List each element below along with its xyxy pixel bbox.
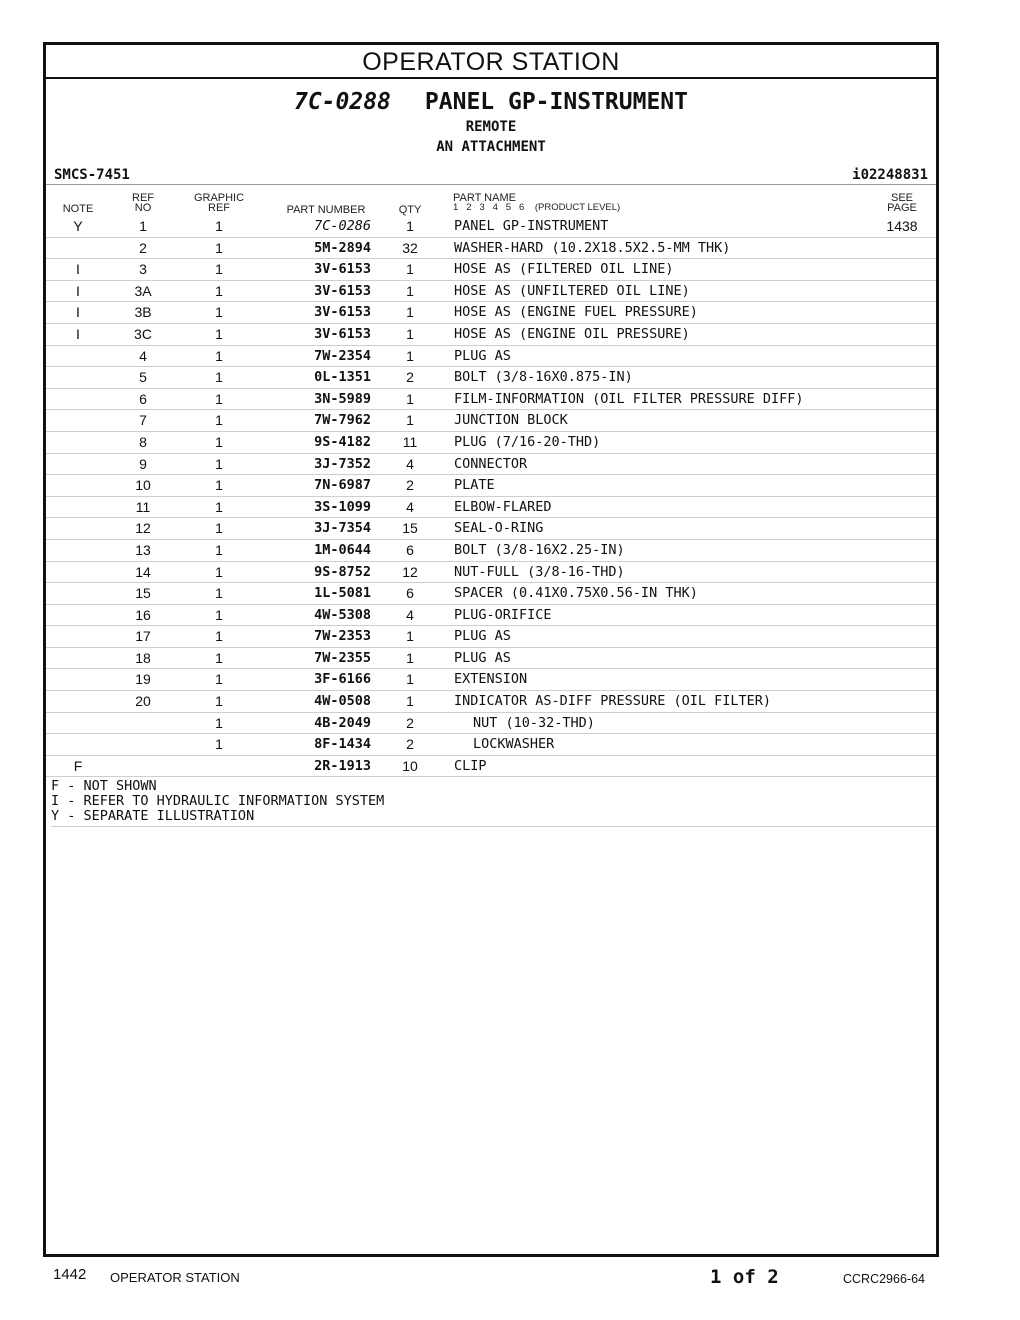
col-level-numbers: 1 2 3 4 5 6 [453, 202, 525, 213]
heading-part-title: PANEL GP-INSTRUMENT [424, 89, 689, 115]
part-number-cell: 9S-4182 [314, 433, 371, 450]
note-cell: I [76, 282, 80, 299]
table-row [46, 367, 936, 389]
qty-cell: 1 [406, 347, 414, 364]
footer-doc-code: CCRC2966-64 [843, 1272, 925, 1286]
qty-cell: 32 [402, 239, 418, 256]
part-number-cell: 8F-1434 [314, 736, 371, 753]
part-name-cell: HOSE AS (FILTERED OIL LINE) [454, 261, 674, 278]
part-name-cell: WASHER-HARD (10.2X18.5X2.5-MM THK) [454, 239, 731, 256]
graphic-ref-cell: 1 [215, 304, 223, 321]
part-number-cell: 7C-0286 [314, 218, 371, 234]
ref-no-cell: 19 [135, 671, 151, 688]
part-name-cell: NUT-FULL (3/8-16-THD) [454, 563, 625, 580]
col-graphic-top: GRAPHIC [193, 192, 245, 204]
table-row [46, 324, 936, 346]
part-number-cell: 7W-2353 [314, 628, 371, 645]
graphic-ref-cell: 1 [215, 541, 223, 558]
qty-cell: 6 [406, 585, 414, 602]
col-ref [122, 193, 164, 213]
part-number-cell: 3J-7354 [314, 520, 371, 537]
legend-line: I - REFER TO HYDRAULIC INFORMATION SYSTEM [51, 793, 385, 809]
part-number-cell: 4W-0508 [314, 693, 371, 710]
qty-cell: 1 [406, 628, 414, 645]
ref-no-cell: 11 [135, 498, 151, 515]
qty-cell: 4 [406, 455, 414, 472]
table-row [46, 669, 936, 691]
footer-sheet: 1 of 2 [710, 1266, 779, 1288]
part-name-cell: EXTENSION [454, 671, 528, 688]
part-number-cell: 7W-2355 [314, 649, 371, 666]
col-note: NOTE [62, 203, 94, 215]
part-name-cell: SPACER (0.41X0.75X0.56-IN THK) [454, 585, 698, 602]
part-name-cell: HOSE AS (UNFILTERED OIL LINE) [454, 282, 690, 299]
ref-no-cell: 10 [135, 477, 151, 494]
part-name-cell: NUT (10-32-THD) [473, 714, 595, 731]
ref-no-cell: 12 [135, 520, 151, 537]
table-row [46, 518, 936, 540]
part-name-cell: PLUG-ORIFICE [454, 606, 552, 623]
graphic-ref-cell: 1 [215, 649, 223, 666]
qty-cell: 4 [406, 606, 414, 623]
qty-cell: 10 [402, 757, 418, 774]
part-number-cell: 3F-6166 [314, 671, 371, 688]
ref-no-cell: 9 [139, 455, 147, 472]
table-row [46, 648, 936, 670]
part-number-cell: 1M-0644 [314, 541, 371, 558]
col-ref-bottom: NO [134, 202, 152, 214]
note-cell: I [76, 325, 80, 342]
note-cell: I [76, 261, 80, 278]
part-name-cell: HOSE AS (ENGINE OIL PRESSURE) [454, 325, 690, 342]
ref-no-cell: 15 [135, 585, 151, 602]
col-see-page [868, 193, 936, 213]
graphic-ref-cell: 1 [215, 606, 223, 623]
table-row [46, 756, 936, 778]
qty-cell: 4 [406, 498, 414, 515]
qty-cell: 1 [406, 282, 414, 299]
part-number-cell: 4W-5308 [314, 606, 371, 623]
part-number-cell: 0L-1351 [314, 369, 371, 386]
parts-table [46, 216, 936, 777]
part-number-cell: 3V-6153 [314, 304, 371, 321]
table-row [46, 454, 936, 476]
part-number-cell: 3V-6153 [314, 282, 371, 299]
graphic-ref-cell: 1 [215, 693, 223, 710]
ref-no-cell: 3A [134, 282, 152, 299]
part-name-cell: PANEL GP-INSTRUMENT [454, 218, 609, 234]
graphic-ref-cell: 1 [215, 218, 223, 234]
heading-part-number: 7C-0288 [293, 89, 391, 115]
qty-cell: 1 [406, 390, 414, 407]
col-part-name-label: PART NAME [453, 192, 516, 204]
col-part-number: PART NUMBER [286, 204, 366, 216]
part-number-cell: 3V-6153 [314, 325, 371, 342]
ref-no-cell: 1 [139, 218, 147, 234]
ref-no-cell: 14 [135, 563, 151, 580]
qty-cell: 1 [406, 649, 414, 666]
ref-no-cell: 7 [139, 412, 147, 429]
graphic-ref-cell: 1 [215, 390, 223, 407]
graphic-ref-cell: 1 [215, 369, 223, 386]
graphic-ref-cell: 1 [215, 325, 223, 342]
section-title: OPERATOR STATION [46, 45, 936, 79]
ref-no-cell: 8 [139, 433, 147, 450]
part-number-cell: 4B-2049 [314, 714, 371, 731]
part-name-cell: SEAL-O-RING [454, 520, 544, 537]
table-row [46, 562, 936, 584]
graphic-ref-cell: 1 [215, 671, 223, 688]
col-see-bottom: PAGE [887, 202, 917, 214]
table-header [46, 184, 936, 216]
col-product-level-label: (PRODUCT LEVEL) [534, 202, 621, 213]
graphic-ref-cell: 1 [215, 412, 223, 429]
qty-cell: 1 [406, 412, 414, 429]
ref-no-cell: 3B [134, 304, 152, 321]
ref-no-cell: 6 [139, 390, 147, 407]
qty-cell: 2 [406, 736, 414, 753]
part-name-cell: PLUG (7/16-20-THD) [454, 433, 601, 450]
graphic-ref-cell: 1 [215, 455, 223, 472]
graphic-ref-cell: 1 [215, 736, 223, 753]
ref-no-cell: 5 [139, 369, 147, 386]
part-heading [46, 89, 936, 115]
table-row [46, 238, 936, 260]
graphic-ref-cell: 1 [215, 585, 223, 602]
ref-no-cell: 4 [139, 347, 147, 364]
col-part-name [453, 193, 620, 213]
qty-cell: 1 [406, 671, 414, 688]
table-row [46, 281, 936, 303]
table-row [46, 691, 936, 713]
col-product-levels [453, 203, 620, 213]
table-row [46, 302, 936, 324]
part-name-cell: JUNCTION BLOCK [454, 412, 568, 429]
qty-cell: 1 [406, 261, 414, 278]
table-row [46, 713, 936, 735]
part-number-cell: 7W-2354 [314, 347, 371, 364]
legend-line: F - NOT SHOWN [51, 778, 157, 794]
see-page-cell: 1438 [886, 218, 918, 234]
heading-subtitle-2: AN ATTACHMENT [436, 139, 546, 155]
graphic-ref-cell: 1 [215, 282, 223, 299]
col-qty: QTY [398, 204, 422, 216]
part-name-cell: FILM-INFORMATION (OIL FILTER PRESSURE DIFF) [454, 390, 804, 407]
ref-no-cell: 17 [135, 628, 151, 645]
table-row [46, 410, 936, 432]
part-name-cell: INDICATOR AS-DIFF PRESSURE (OIL FILTER) [454, 693, 771, 710]
graphic-ref-cell: 1 [215, 261, 223, 278]
qty-cell: 15 [402, 520, 418, 537]
table-row [46, 389, 936, 411]
ref-no-cell: 3C [134, 325, 152, 342]
qty-cell: 1 [406, 304, 414, 321]
part-number-cell: 9S-8752 [314, 563, 371, 580]
qty-cell: 1 [406, 325, 414, 342]
graphic-ref-cell: 1 [215, 477, 223, 494]
col-ref-top: REF [132, 192, 154, 204]
part-number-cell: 5M-2894 [314, 239, 371, 256]
qty-cell: 2 [406, 714, 414, 731]
table-row [46, 216, 936, 238]
part-name-cell: ELBOW-FLARED [454, 498, 552, 515]
legend-line: Y - SEPARATE ILLUSTRATION [51, 808, 255, 824]
part-number-cell: 3J-7352 [314, 455, 371, 472]
part-number-cell: 7N-6987 [314, 477, 371, 494]
qty-cell: 6 [406, 541, 414, 558]
part-name-cell: BOLT (3/8-16X0.875-IN) [454, 369, 633, 386]
part-name-cell: LOCKWASHER [473, 736, 555, 753]
table-row [46, 540, 936, 562]
part-name-cell: PLUG AS [454, 347, 511, 364]
table-row [46, 605, 936, 627]
page-frame [43, 42, 939, 1257]
ref-no-cell: 20 [135, 693, 151, 710]
table-row [46, 626, 936, 648]
ref-no-cell: 16 [135, 606, 151, 623]
heading-subtitle-1: REMOTE [465, 119, 517, 135]
footer-page-number: 1442 [53, 1266, 87, 1283]
col-graphic-bottom: REF [208, 202, 230, 214]
legend [51, 779, 936, 827]
col-see-top: SEE [890, 192, 913, 204]
part-name-cell: PLUG AS [454, 649, 511, 666]
note-cell: F [73, 757, 83, 774]
qty-cell: 2 [406, 477, 414, 494]
table-row [46, 583, 936, 605]
graphic-ref-cell: 1 [215, 628, 223, 645]
part-number-cell: 3V-6153 [314, 261, 371, 278]
part-name-cell: HOSE AS (ENGINE FUEL PRESSURE) [454, 304, 698, 321]
part-name-cell: PLATE [454, 477, 495, 494]
ref-no-cell: 13 [135, 541, 151, 558]
graphic-ref-cell: 1 [215, 714, 223, 731]
qty-cell: 2 [406, 369, 414, 386]
ref-no-cell: 3 [139, 261, 147, 278]
qty-cell: 1 [406, 218, 414, 234]
table-row [46, 497, 936, 519]
qty-cell: 11 [402, 433, 418, 450]
smcs-code: SMCS-7451 [54, 167, 130, 183]
part-number-cell: 7W-7962 [314, 412, 371, 429]
table-row [46, 346, 936, 368]
col-graphic-ref [186, 193, 252, 213]
ref-no-cell: 18 [135, 649, 151, 666]
qty-cell: 12 [402, 563, 418, 580]
illustration-id: i02248831 [852, 167, 928, 183]
part-name-cell: CONNECTOR [454, 455, 528, 472]
graphic-ref-cell: 1 [215, 433, 223, 450]
graphic-ref-cell: 1 [215, 347, 223, 364]
part-name-cell: CLIP [454, 757, 487, 774]
part-name-cell: PLUG AS [454, 628, 511, 645]
graphic-ref-cell: 1 [215, 498, 223, 515]
part-number-cell: 2R-1913 [314, 757, 371, 774]
table-row [46, 432, 936, 454]
table-row [46, 259, 936, 281]
table-row [46, 475, 936, 497]
qty-cell: 1 [406, 693, 414, 710]
part-number-cell: 3N-5989 [314, 390, 371, 407]
table-row [46, 734, 936, 756]
note-cell: Y [73, 218, 83, 234]
part-name-cell: BOLT (3/8-16X2.25-IN) [454, 541, 625, 558]
graphic-ref-cell: 1 [215, 520, 223, 537]
part-number-cell: 1L-5081 [314, 585, 371, 602]
graphic-ref-cell: 1 [215, 239, 223, 256]
note-cell: I [76, 304, 80, 321]
part-number-cell: 3S-1099 [314, 498, 371, 515]
graphic-ref-cell: 1 [215, 563, 223, 580]
ref-no-cell: 2 [139, 239, 147, 256]
footer-section: OPERATOR STATION [110, 1270, 240, 1285]
